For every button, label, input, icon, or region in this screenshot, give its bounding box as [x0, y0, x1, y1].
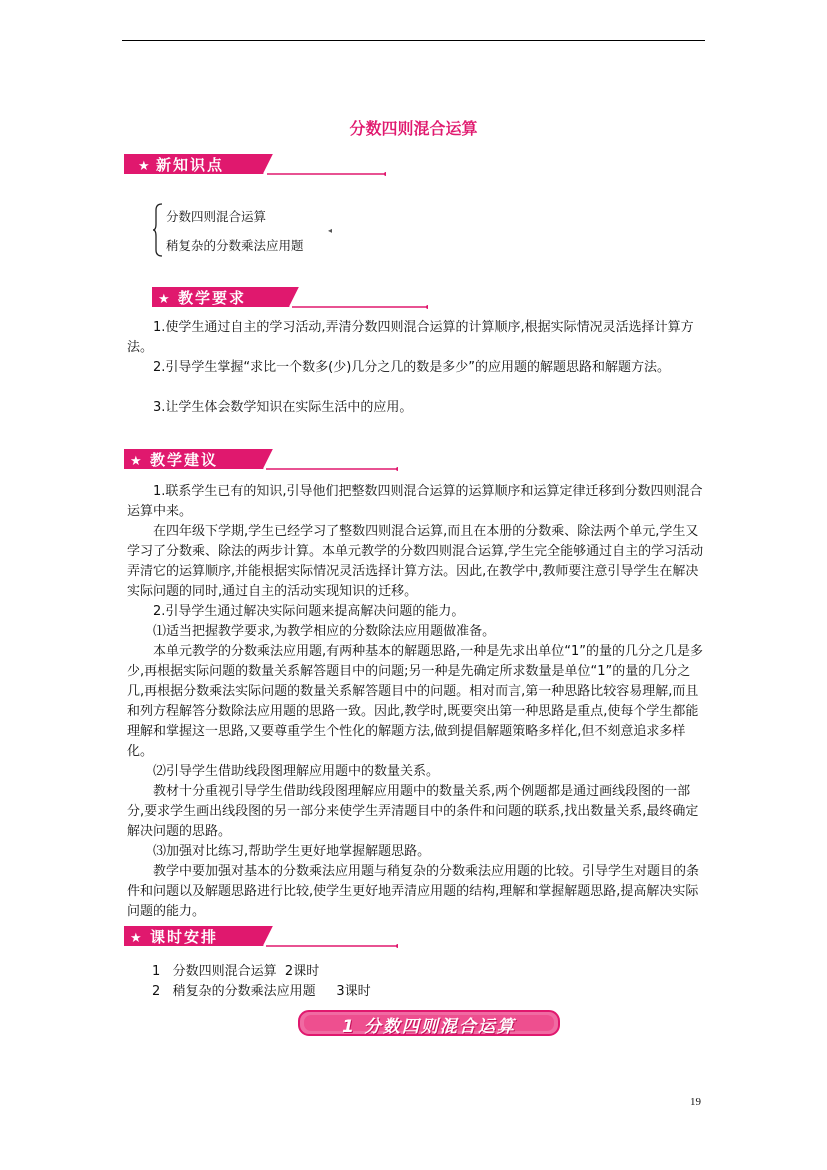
- section-banner-schedule: [124, 922, 398, 950]
- schedule-item: 2 稍复杂的分数乘法应用题 3课时: [152, 984, 371, 999]
- suggestion-paragraph: 本单元教学的分数乘法应用题,有两种基本的解题思路,一种是先求出单位“1”的量的几分之几是多少,再根据实际问题的数量关系解答题目中的问题;另一种是先确定所求数量是单位“1”的量的几分之几,再根据分数乘法实际问题的数量关系解答题目中的问题。相对而言,第一种思路比较容易理解,而且和列方程解答分数除法应用题的思路一致。因此,教学时,既要突出第一种思路是重点,使每个学生都能理解和掌握这一思路,又要尊重学生个性化的解题方法,做到提倡解题策略多样化,但不刻意追求多样化。: [127, 644, 704, 759]
- knowledge-item: 稍复杂的分数乘法应用题: [166, 238, 304, 253]
- requirement-item: 2.引导学生掌握“求比一个数多(少)几分之几的数是多少”的应用题的解题思路和解题方法。: [153, 360, 671, 375]
- page-number: 19: [690, 1096, 701, 1108]
- suggestion-paragraph: 教材十分重视引导学生借助线段图理解应用题中的数量关系,两个例题都是通过画线段图的一部分,要求学生画出线段图的另一部分来使学生弄清题目中的条件和问题的联系,找出数量关系,最终确定解决问题的思路。: [127, 784, 699, 839]
- header-rule: [122, 40, 705, 41]
- section-banner-requirements: [152, 283, 428, 311]
- requirement-item: 1.使学生通过自主的学习活动,弄清分数四则混合运算的计算顺序,根据实际情况灵活选择计算方法。: [127, 320, 694, 355]
- knowledge-item: 分数四则混合运算: [166, 209, 267, 224]
- section-title-suggestions: 教学建议: [150, 451, 219, 469]
- section-banner-knowledge: [124, 150, 386, 178]
- brace-icon: [152, 202, 164, 258]
- section-title-knowledge: 新知识点: [156, 156, 225, 174]
- suggestion-paragraph: ⑶加强对比练习,帮助学生更好地掌握解题思路。: [153, 844, 431, 859]
- unit-banner: [296, 1008, 562, 1038]
- suggestion-paragraph: ⑴适当把握教学要求,为教学相应的分数除法应用题做准备。: [153, 624, 496, 639]
- suggestion-paragraph: ⑵引导学生借助线段图理解应用题中的数量关系。: [153, 764, 440, 779]
- schedule-item: 1 分数四则混合运算 2课时: [152, 964, 320, 979]
- svg-text:★: ★: [138, 159, 150, 174]
- suggestion-paragraph: 2.引导学生通过解决实际问题来提高解决问题的能力。: [153, 604, 465, 619]
- page-title: 分数四则混合运算: [349, 119, 478, 138]
- requirement-item: 3.让学生体会数学知识在实际生活中的应用。: [153, 400, 413, 415]
- small-triangle-icon: ◂: [328, 226, 333, 235]
- unit-banner-title: 1 分数四则混合运算: [342, 1017, 516, 1037]
- section-title-requirements: 教学要求: [178, 289, 247, 307]
- suggestion-paragraph: 教学中要加强对基本的分数乘法应用题与稍复杂的分数乘法应用题的比较。引导学生对题目的条件和问题以及解题思路进行比较,使学生更好地弄清应用题的结构,理解和掌握解题思路,提高解决实际问题的能力。: [127, 864, 700, 919]
- suggestion-paragraph: 1.联系学生已有的知识,引导他们把整数四则混合运算的运算顺序和运算定律迁移到分数四则混合运算中来。: [127, 484, 703, 519]
- svg-text:★: ★: [158, 292, 170, 307]
- svg-text:★: ★: [130, 454, 142, 469]
- suggestion-paragraph: 在四年级下学期,学生已经学习了整数四则混合运算,而且在本册的分数乘、除法两个单元,学生又学习了分数乘、除法的两步计算。本单元教学的分数四则混合运算,学生完全能够通过自主的学习活动弄清它的运算顺序,并能根据实际情况灵活选择计算方法。因此,在教学中,教师要注意引导学生在解决实际问题的同时,通过自主的活动实现知识的迁移。: [127, 524, 704, 599]
- section-title-schedule: 课时安排: [150, 928, 219, 946]
- section-banner-suggestions: [124, 445, 398, 473]
- svg-text:★: ★: [130, 931, 142, 946]
